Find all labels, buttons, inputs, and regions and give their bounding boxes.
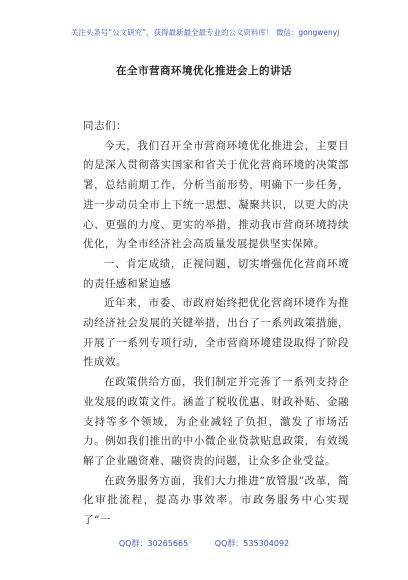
footer-qq-group-1: QQ群：30265665 [118,539,189,548]
footer [0,538,408,549]
paragraph: 今天，我们召开全市营商环境优化推进会，主要目的是深入贯彻落实国家和省关于优化营商环境的决策部署，总结前期工作，分析当前形势，明确下一步任务，进一步动员全市上下统一思想、凝聚共识，以更大的决心、更强的力度、更实的举措，推动我市营商环境持续优化，为全市经济社会高质量发展提供坚实保障。 [83,139,349,251]
document-title: 在全市营商环境优化推进会上的讲话 [116,65,292,77]
section-heading: 一、肯定成绩，正视问题，切实增强优化营商环境的责任感和紧迫感 [83,257,349,290]
document-body [83,117,349,531]
paragraph: 在政务服务方面，我们大力推进“放管服”改革，简化审批流程，提高办事效率。市政务服务中心实现了“一 [83,474,349,527]
header-note: 关注头条号“公文研究”，获得最新最全最专业的公文资料库！ 微信：gongwenyj [70,28,340,37]
footer-qq-group-2: QQ群：535304092 [214,539,290,548]
paragraph: 近年来，市委、市政府始终把优化营商环境作为推动经济社会发展的关键举措，出台了一系列政策措施，开展了一系列专项行动，全市营商环境建设取得了阶段性成效。 [83,297,349,369]
paragraph: 在政策供给方面，我们制定并完善了一系列支持企业发展的政策文件。涵盖了税收优惠、财政补贴、金融支持等多个领域，为企业减轻了负担，激发了市场活力。例如我们推出的中小微企业贷款贴息政策，有效缓解了企业融资难、融资贵的问题，让众多企业受益。 [83,376,349,467]
salutation: 同志们： [83,120,127,132]
